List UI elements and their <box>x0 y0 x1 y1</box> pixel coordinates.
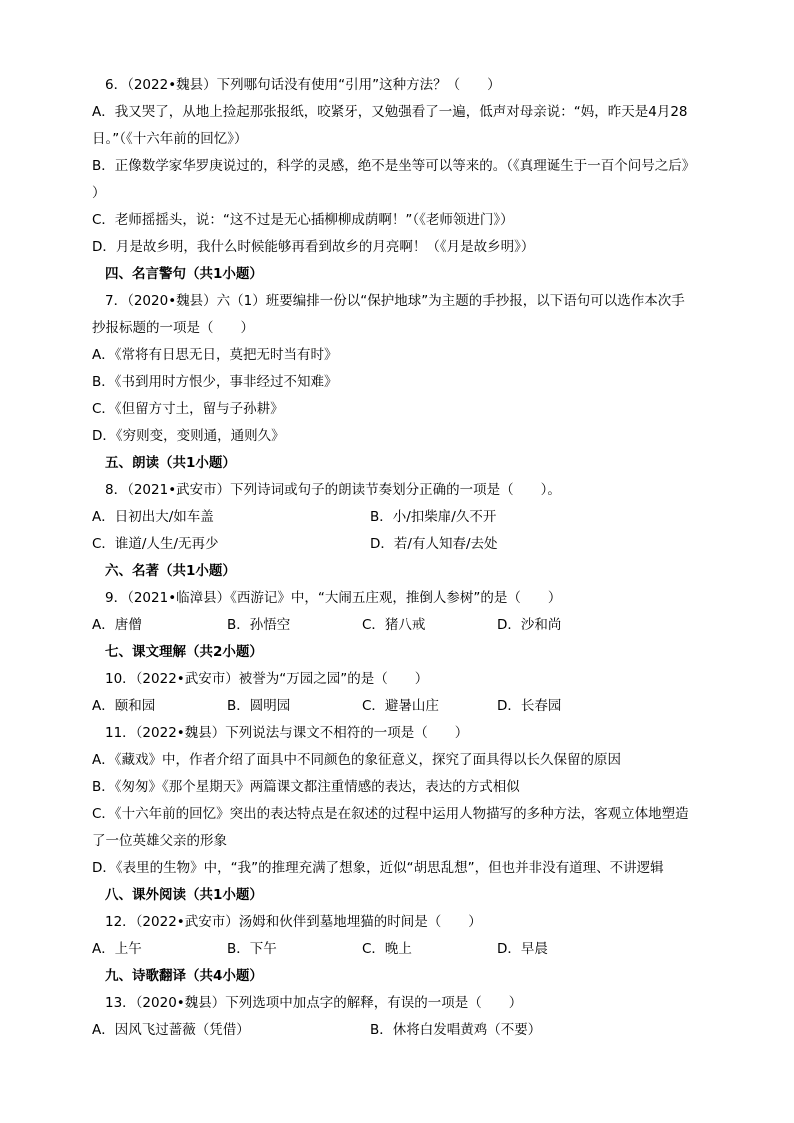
q10-option-d: D．长春园 <box>497 698 562 714</box>
q6-option-b-line1: B．正像数学家华罗庚说过的，科学的灵感，绝不是坐等可以等来的。（《真理诞生于一百个问号之后》 <box>92 158 696 174</box>
section-heading-4: 四、名言警句（共1小题） <box>105 266 263 282</box>
q11-option-c-line1: C．《十六年前的回忆》突出的表达特点是在叙述的过程中运用人物描写的多种方法，客观立体地塑造 <box>92 806 689 822</box>
section-heading-8: 八、课外阅读（共1小题） <box>105 887 263 903</box>
q8-options-row1 <box>92 504 724 531</box>
q7-stem-line2: 抄报标题的一项是（ ） <box>92 320 254 336</box>
q11-option-c-line2: 了一位英雄父亲的形象 <box>92 833 227 849</box>
q13-stem: 13．（2020•魏县）下列选项中加点字的解释，有误的一项是（ ） <box>105 995 523 1011</box>
q11-option-b: B．《匆匆》《那个星期天》两篇课文都注重情感的表达，表达的方式相似 <box>92 779 520 795</box>
q9-option-b: B．孙悟空 <box>227 617 291 633</box>
q11-option-a: A．《藏戏》中，作者介绍了面具中不同颜色的象征意义，探究了面具得以长久保留的原因 <box>92 752 621 768</box>
q12-stem: 12．（2022•武安市）汤姆和伙伴到墓地埋猫的时间是（ ） <box>105 914 482 930</box>
section-heading-5: 五、朗读（共1小题） <box>105 455 236 471</box>
section-heading-9: 九、诗歌翻译（共4小题） <box>105 968 263 984</box>
q8-stem: 8．（2021•武安市）下列诗词或句子的朗读节奏划分正确的一项是（ ）。 <box>105 482 561 498</box>
q7-option-c: C．《但留方寸土，留与子孙耕》 <box>92 401 284 417</box>
q12-options <box>92 936 724 963</box>
q8-option-b: B．小/扣柴扉/久不开 <box>370 509 497 525</box>
q10-options <box>92 693 724 720</box>
q10-option-b: B．圆明园 <box>227 698 291 714</box>
q12-option-c: C．晚上 <box>362 941 412 957</box>
q7-stem-line1: 7．（2020•魏县）六（1）班要编排一份以“保护地球”为主题的手抄报，以下语句可以选作本次手 <box>105 293 685 309</box>
q9-option-c: C．猪八戒 <box>362 617 426 633</box>
section-heading-7: 七、课文理解（共2小题） <box>105 644 263 660</box>
q9-stem: 9．（2021•临漳县）《西游记》中，“大闹五庄观，推倒人参树”的是（ ） <box>105 590 562 606</box>
q8-option-d: D．若/有人知春/去处 <box>370 536 498 552</box>
q12-option-a: A．上午 <box>92 941 142 957</box>
q7-option-b: B．《书到用时方恨少，事非经过不知难》 <box>92 374 338 390</box>
q11-option-d: D．《表里的生物》中，“我”的推理充满了想象，近似“胡思乱想”，但也并非没有道理、不讲逻辑 <box>92 860 664 876</box>
q13-option-a: A．因风飞过蔷薇（凭借） <box>92 1022 250 1038</box>
q6-option-c: C．老师摇摇头，说：“这不过是无心插柳柳成荫啊！”（《老师领进门》） <box>92 212 514 228</box>
q7-option-d: D．《穷则变，变则通，通则久》 <box>92 428 285 444</box>
q6-option-a-line2: 日。”（《十六年前的回忆》） <box>92 131 248 147</box>
q6-option-b-line2: ） <box>92 185 106 201</box>
q10-option-c: C．避暑山庄 <box>362 698 439 714</box>
q9-option-a: A．唐僧 <box>92 617 142 633</box>
q8-option-a: A．日初出大/如车盖 <box>92 509 214 525</box>
q6-stem: 6．（2022•魏县）下列哪句话没有使用“引用”这种方法？（ ） <box>105 77 501 93</box>
q13-option-b: B．休将白发唱黄鸡（不要） <box>370 1022 542 1038</box>
q7-option-a: A．《常将有日思无日，莫把无时当有时》 <box>92 347 338 363</box>
section-heading-6: 六、名著（共1小题） <box>105 563 236 579</box>
q10-stem: 10．（2022•武安市）被誉为“万园之园”的是（ ） <box>105 671 429 687</box>
q12-option-d: D．早晨 <box>497 941 548 957</box>
page-content <box>92 72 724 1044</box>
q6-option-a-line1: A．我又哭了，从地上捡起那张报纸，咬紧牙，又勉强看了一遍，低声对母亲说：“妈，昨天是4月28 <box>92 104 688 120</box>
q8-option-c: C．谁道/人生/无再少 <box>92 536 219 552</box>
q9-option-d: D．沙和尚 <box>497 617 562 633</box>
q9-options <box>92 612 724 639</box>
q13-options-row1 <box>92 1017 724 1044</box>
q11-stem: 11．（2022•魏县）下列说法与课文不相符的一项是（ ） <box>105 725 469 741</box>
q10-option-a: A．颐和园 <box>92 698 156 714</box>
q12-option-b: B．下午 <box>227 941 277 957</box>
q8-options-row2 <box>92 531 724 558</box>
q6-option-d: D．月是故乡明，我什么时候能够再看到故乡的月亮啊！（《月是故乡明》） <box>92 239 535 255</box>
